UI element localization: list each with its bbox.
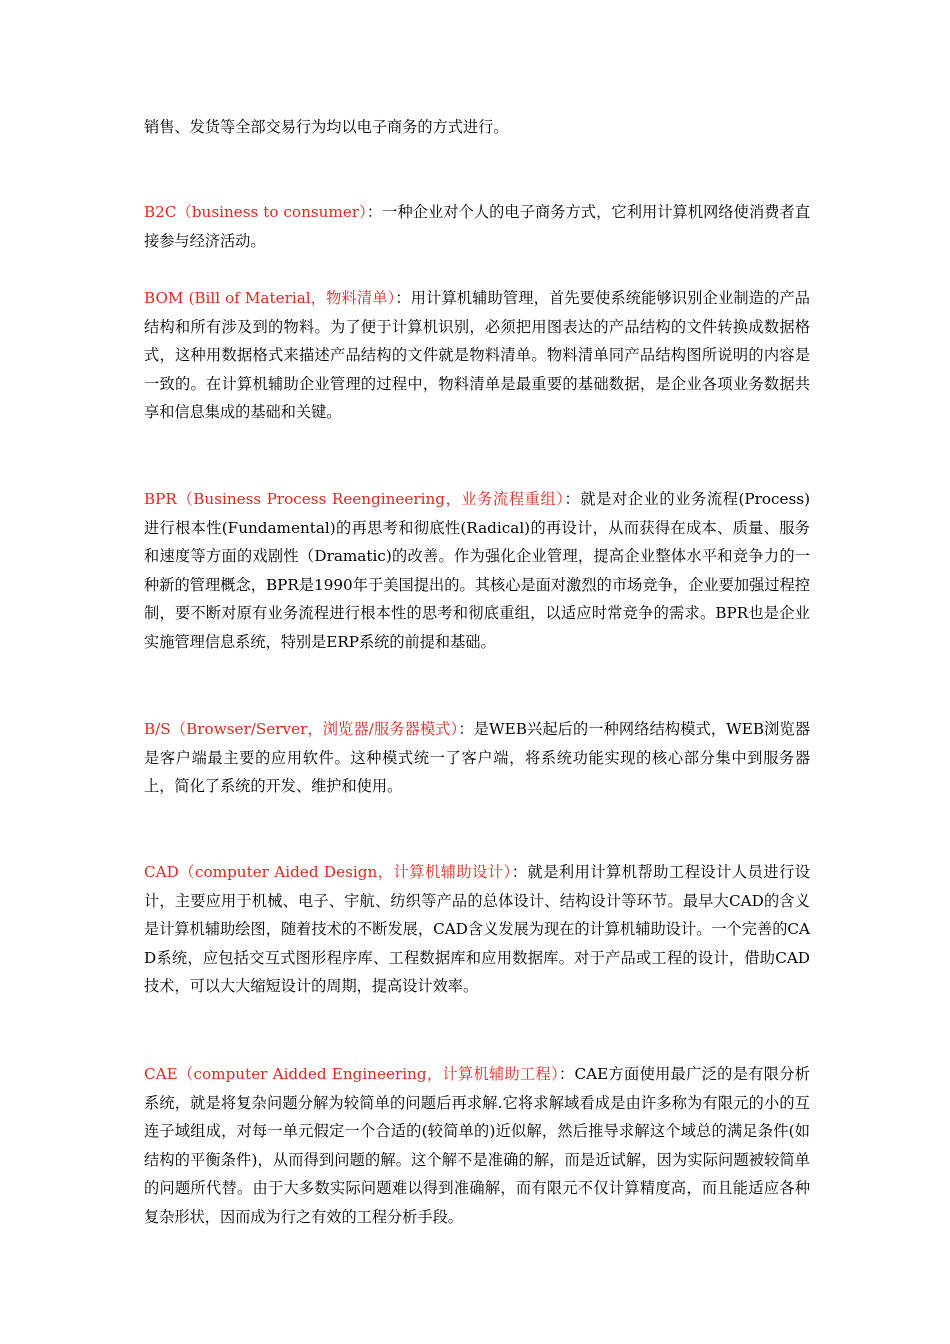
definition-bom: ：用计算机辅助管理，首先要使系统能够识别企业制造的产品结构和所有涉及到的物料。为了便于计算机识别，必须把用图表达的产品结构的文件转换成数据格式，这种用数据格式来描述产品结构的文件就是物料清单。物料清单同产品结构图所说明的内容是一致的。在计算机辅助企业管理的过程中，物料清单是最重要的基础数据，是企业各项业务数据共享和信息集成的基础和关键。: [144, 289, 810, 422]
definition-cad: ：就是利用计算机帮助工程设计人员进行设计，主要应用于机械、电子、宇航、纺织等产品的总体设计、结构设计等环节。最早大CAD的含义是计算机辅助绘图，随着技术的不断发展，CAD含义发展为现在的计算机辅助设计。一个完善的CAD系统，应包括交互式图形程序库、工程数据库和应用数据库。对于产品或工程的设计，借助CAD技术，可以大大缩短设计的周期，提高设计效率。: [144, 863, 810, 996]
definition-cae: ：CAE方面使用最广泛的是有限分析系统，就是将复杂问题分解为较简单的问题后再求解.它将求解域看成是由许多称为有限元的小的互连子域组成，对每一单元假定一个合适的(较简单的)近似解，然后推导求解这个域总的满足条件(如结构的平衡条件)，从而得到问题的解。这个解不是准确的解，而是近试解，因为实际问题被较简单的问题所代替。由于大多数实际问题难以得到准确解，而有限元不仅计算精度高，而且能适应各种复杂形状，因而成为行之有效的工程分析手段。: [144, 1065, 810, 1226]
term-b2c: B2C（business to consumer）: [144, 203, 367, 221]
definition-bs: ：是WEB兴起后的一种网络结构模式，WEB浏览器是客户端最主要的应用软件。这种模式统一了客户端，将系统功能实现的核心部分集中到服务器上，简化了系统的开发、维护和使用。: [144, 720, 811, 796]
paragraph-b2c: [144, 198, 810, 255]
paragraph-bs: [144, 715, 810, 801]
paragraph-bpr: [144, 485, 810, 657]
paragraph-text: 销售、发货等全部交易行为均以电子商务的方式进行。: [144, 118, 509, 136]
term-bom: BOM (Bill of Material，物料清单）: [144, 289, 396, 307]
term-cae: CAE（computer Aidded Engineering，计算机辅助工程）: [144, 1065, 559, 1083]
definition-bpr: ：就是对企业的业务流程(Process)进行根本性(Fundamental)的再思考和彻底性(Radical)的再设计，从而获得在成本、质量、服务和速度等方面的戏剧性（Dramatic)的改善。作为强化企业管理，提高企业整体水平和竞争力的一种新的管理概念，BPR是1990年于美国提出的。其核心是面对激烈的市场竞争，企业要加强过程控制，要不断对原有业务流程进行根本性的思考和彻底重组，以适应时常竞争的需求。BPR也是企业实施管理信息系统，特别是ERP系统的前提和基础。: [144, 490, 810, 651]
paragraph-bom: [144, 284, 810, 427]
paragraph-cae: [144, 1060, 810, 1232]
paragraph-cad: [144, 858, 810, 1001]
term-bpr: BPR（Business Process Reengineering，业务流程重组）: [144, 490, 565, 508]
paragraph-ecommerce-continuation: [144, 113, 810, 142]
definition-b2c: ：一种企业对个人的电子商务方式，它利用计算机网络使消费者直接参与经济活动。: [144, 203, 811, 250]
term-cad: CAD（computer Aided Design，计算机辅助设计）: [144, 863, 512, 881]
term-bs: B/S（Browser/Server，浏览器/服务器模式）: [144, 720, 459, 738]
